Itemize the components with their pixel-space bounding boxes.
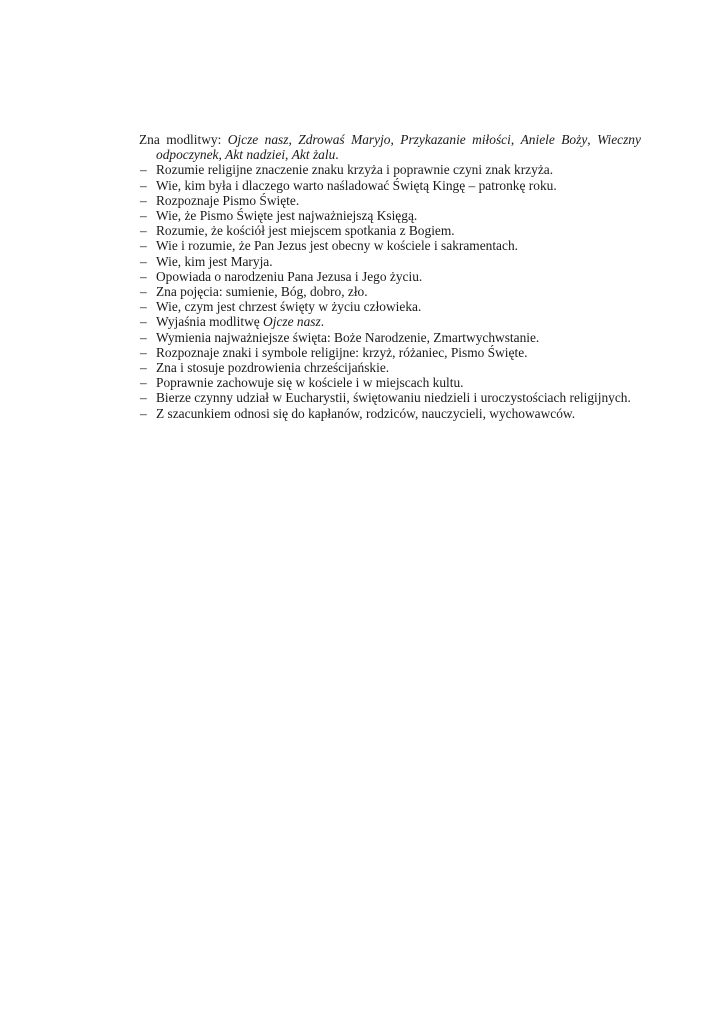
prayer-name: Ojcze nasz bbox=[263, 314, 321, 330]
dash-bullet: – bbox=[140, 390, 147, 406]
list-item-text: Z szacunkiem odnosi się do kapłanów, rodziców, nauczycieli, wychowawców. bbox=[156, 405, 576, 421]
separator: , bbox=[285, 147, 292, 163]
list-item bbox=[139, 238, 641, 253]
sentence-end: . bbox=[320, 314, 325, 330]
dash-bullet: – bbox=[140, 208, 147, 224]
separator: , bbox=[587, 132, 598, 147]
list-item bbox=[139, 299, 641, 314]
dash-bullet: – bbox=[140, 360, 147, 376]
list-item-text: Bierze czynny udział w Eucharystii, świętowaniu niedzieli i uroczystościach religijnych. bbox=[156, 390, 631, 406]
dash-bullet: – bbox=[140, 314, 147, 330]
list-item-text: Rozpoznaje znaki i symbole religijne: krzyż, różaniec, Pismo Święte. bbox=[156, 344, 528, 360]
list-item bbox=[139, 345, 641, 360]
dash-bullet: – bbox=[140, 344, 147, 360]
list-item bbox=[139, 375, 641, 390]
list-item-text: Wyjaśnia modlitwę bbox=[156, 314, 264, 330]
list-item-text: Rozumie religijne znaczenie znaku krzyża i poprawnie czyni znak krzyża. bbox=[156, 162, 554, 178]
prayer-name: Aniele Boży bbox=[520, 132, 588, 147]
sentence-end: . bbox=[335, 147, 339, 163]
prayer-name: Przykazanie miłości bbox=[400, 132, 511, 147]
prayers-prefix: Zna modlitwy: bbox=[139, 132, 228, 147]
dash-bullet: – bbox=[140, 405, 147, 421]
list-item bbox=[139, 254, 641, 269]
list-item-text: Wie, że Pismo Święte jest najważniejszą Księgą. bbox=[156, 208, 418, 224]
prayer-name: Wieczny odpoczynek bbox=[156, 132, 641, 163]
list-item-text: Rozpoznaje Pismo Święte. bbox=[156, 192, 300, 208]
separator: , bbox=[390, 132, 401, 147]
dash-bullet: – bbox=[140, 329, 147, 345]
dash-bullet: – bbox=[140, 268, 147, 284]
list-item-text: Poprawnie zachowuje się w kościele i w miejscach kultu. bbox=[156, 375, 464, 391]
dash-bullet: – bbox=[140, 253, 147, 269]
list-item-text: Wymienia najważniejsze święta: Boże Narodzenie, Zmartwychwstanie. bbox=[156, 329, 540, 345]
list-item bbox=[139, 406, 641, 421]
list-item bbox=[139, 162, 641, 177]
list-item-text: Zna i stosuje pozdrowienia chrześcijańskie. bbox=[156, 360, 390, 376]
separator: , bbox=[510, 132, 521, 147]
dash-bullet: – bbox=[140, 238, 147, 254]
dash-bullet: – bbox=[140, 177, 147, 193]
list-item bbox=[139, 178, 641, 193]
list-item bbox=[139, 269, 641, 284]
dash-bullet: – bbox=[140, 299, 147, 315]
list-item bbox=[139, 208, 641, 223]
list-item-text: Wie, kim była i dlaczego warto naśladować Świętą Kingę – patronkę roku. bbox=[156, 177, 557, 193]
list-item-text: Wie i rozumie, że Pan Jezus jest obecny w kościele i sakramentach. bbox=[156, 238, 518, 254]
prayer-name: Zdrowaś Maryjo bbox=[298, 132, 391, 147]
list-item-text: Rozumie, że kościół jest miejscem spotkania z Bogiem. bbox=[156, 223, 455, 239]
list-item-text: Zna pojęcia: sumienie, Bóg, dobro, zło. bbox=[156, 284, 368, 300]
list-item bbox=[139, 284, 641, 299]
prayer-name: Ojcze nasz bbox=[227, 132, 289, 147]
list-item bbox=[139, 390, 641, 405]
separator: , bbox=[218, 147, 226, 163]
list-item-text: Wie, kim jest Maryja. bbox=[156, 253, 273, 269]
list-item bbox=[139, 193, 641, 208]
prayer-name: Akt nadziei bbox=[225, 147, 286, 163]
dash-bullet: – bbox=[140, 375, 147, 391]
prayer-name: Akt żalu bbox=[291, 147, 336, 163]
list-item bbox=[139, 360, 641, 375]
skills-list bbox=[139, 162, 641, 420]
dash-bullet: – bbox=[140, 192, 147, 208]
dash-bullet: – bbox=[140, 223, 147, 239]
list-item bbox=[139, 330, 641, 345]
dash-bullet: – bbox=[140, 284, 147, 300]
dash-bullet: – bbox=[140, 162, 147, 178]
list-item bbox=[139, 223, 641, 238]
document-body bbox=[139, 132, 641, 421]
list-item-text: Opowiada o narodzeniu Pana Jezusa i Jego życiu. bbox=[156, 268, 423, 284]
list-item bbox=[139, 314, 641, 329]
list-item-text: Wie, czym jest chrzest święty w życiu człowieka. bbox=[156, 299, 422, 315]
prayers-paragraph bbox=[139, 132, 641, 162]
separator: , bbox=[288, 132, 299, 147]
